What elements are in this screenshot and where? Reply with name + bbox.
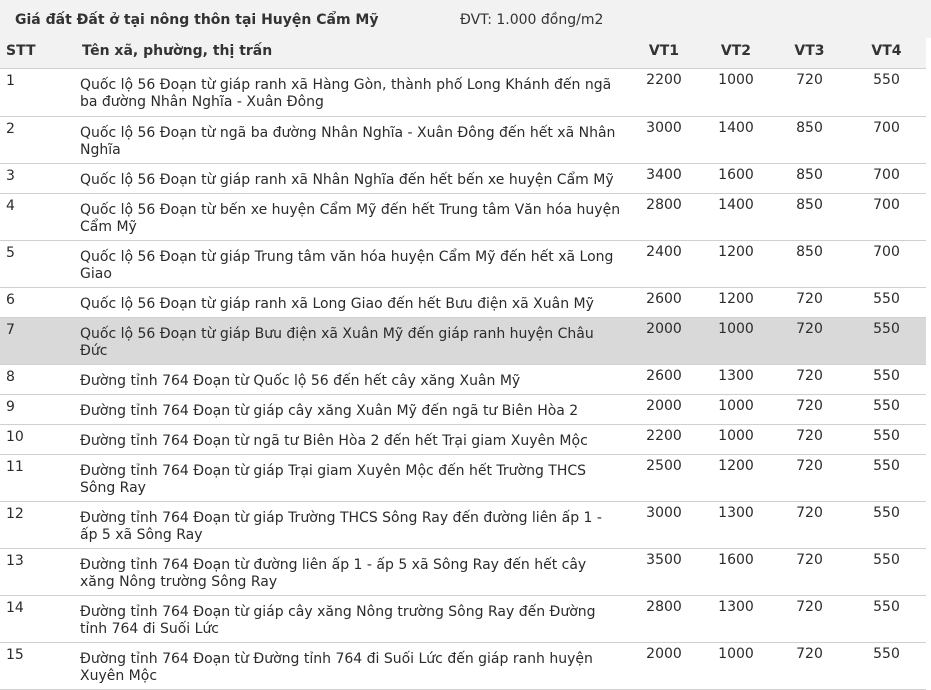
row-vt1: 2600 [628,287,700,317]
row-vt4: 700 [847,193,926,240]
row-vt2: 1400 [700,116,772,163]
row-vt1: 2400 [628,240,700,287]
row-vt4: 550 [847,501,926,548]
row-vt1: 2600 [628,364,700,394]
row-vt2: 1600 [700,548,772,595]
row-vt1: 2200 [628,424,700,454]
row-name: Đường tỉnh 764 Đoạn từ ngã tư Biên Hòa 2 đến hết Trại giam Xuyên Mộc [76,424,628,454]
row-vt2: 1000 [700,68,772,116]
row-vt1: 2800 [628,193,700,240]
row-name: Đường tỉnh 764 Đoạn từ giáp cây xăng Nông trường Sông Ray đến Đường tỉnh 764 đi Suối Lức [76,595,628,642]
row-vt3: 720 [772,424,847,454]
row-vt4: 550 [847,394,926,424]
row-name: Quốc lộ 56 Đoạn từ giáp Trung tâm văn hóa huyện Cẩm Mỹ đến hết xã Long Giao [76,240,628,287]
table-row [0,68,926,116]
row-vt3: 720 [772,642,847,689]
row-vt3: 720 [772,454,847,501]
row-vt1: 3400 [628,163,700,193]
row-name: Đường tỉnh 764 Đoạn từ đường liên ấp 1 - ấp 5 xã Sông Ray đến hết cây xăng Nông trường Sông Ray [76,548,628,595]
row-vt4: 550 [847,317,926,364]
row-vt4: 700 [847,116,926,163]
row-name: Quốc lộ 56 Đoạn từ giáp ranh xã Nhân Nghĩa đến hết bến xe huyện Cẩm Mỹ [76,163,628,193]
row-vt4: 550 [847,548,926,595]
row-vt3: 720 [772,394,847,424]
row-vt1: 2500 [628,454,700,501]
row-vt2: 1300 [700,501,772,548]
row-stt: 8 [0,364,76,394]
unit-label: ĐVT: 1.000 đồng/m2 [460,12,604,28]
row-name: Đường tỉnh 764 Đoạn từ Quốc lộ 56 đến hết cây xăng Xuân Mỹ [76,364,628,394]
row-vt2: 1200 [700,240,772,287]
row-vt1: 3000 [628,501,700,548]
table-header-row [0,38,926,68]
row-name: Đường tỉnh 764 Đoạn từ giáp Trường THCS Sông Ray đến đường liên ấp 1 - ấp 5 xã Sông Ray [76,501,628,548]
row-vt3: 720 [772,68,847,116]
row-stt: 9 [0,394,76,424]
row-vt1: 3500 [628,548,700,595]
row-vt4: 550 [847,364,926,394]
row-name: Đường tỉnh 764 Đoạn từ giáp Trại giam Xuyên Mộc đến hết Trường THCS Sông Ray [76,454,628,501]
row-vt3: 850 [772,240,847,287]
table-row [0,240,926,287]
row-vt2: 1600 [700,163,772,193]
row-name: Quốc lộ 56 Đoạn từ giáp ranh xã Long Giao đến hết Bưu điện xã Xuân Mỹ [76,287,628,317]
row-vt3: 850 [772,163,847,193]
row-vt2: 1300 [700,595,772,642]
row-vt3: 720 [772,501,847,548]
table-row [0,116,926,163]
row-stt: 4 [0,193,76,240]
row-stt: 1 [0,68,76,116]
table-row [0,394,926,424]
row-stt: 7 [0,317,76,364]
row-vt4: 550 [847,642,926,689]
column-header-vt4: VT4 [847,38,926,68]
row-name: Đường tỉnh 764 Đoạn từ Đường tỉnh 764 đi Suối Lức đến giáp ranh huyện Xuyên Mộc [76,642,628,689]
row-vt1: 2000 [628,642,700,689]
row-vt2: 1000 [700,424,772,454]
row-vt4: 700 [847,240,926,287]
row-vt1: 3000 [628,116,700,163]
column-header-vt1: VT1 [628,38,700,68]
row-vt3: 850 [772,116,847,163]
row-vt3: 720 [772,364,847,394]
row-stt: 6 [0,287,76,317]
row-vt2: 1000 [700,642,772,689]
row-vt3: 720 [772,287,847,317]
row-name: Quốc lộ 56 Đoạn từ ngã ba đường Nhân Nghĩa - Xuân Đông đến hết xã Nhân Nghĩa [76,116,628,163]
table-row [0,193,926,240]
row-stt: 14 [0,595,76,642]
table-row [0,454,926,501]
column-header-vt3: VT3 [772,38,847,68]
row-name: Quốc lộ 56 Đoạn từ giáp Bưu điện xã Xuân Mỹ đến giáp ranh huyện Châu Đức [76,317,628,364]
page-title: Giá đất Đất ở tại nông thôn tại Huyện Cẩm Mỹ [15,12,379,28]
row-vt1: 2000 [628,394,700,424]
column-header-stt: STT [0,38,76,68]
table-row [0,424,926,454]
row-vt2: 1400 [700,193,772,240]
row-vt4: 550 [847,454,926,501]
table-row [0,501,926,548]
row-vt4: 550 [847,287,926,317]
row-stt: 15 [0,642,76,689]
table-row [0,595,926,642]
row-vt3: 850 [772,193,847,240]
table-row [0,642,926,689]
title-bar [0,0,931,38]
row-vt2: 1000 [700,394,772,424]
row-vt3: 720 [772,317,847,364]
row-stt: 13 [0,548,76,595]
row-vt2: 1000 [700,317,772,364]
column-header-vt2: VT2 [700,38,772,68]
row-stt: 2 [0,116,76,163]
row-vt1: 2800 [628,595,700,642]
column-header-name: Tên xã, phường, thị trấn [76,38,628,68]
table-row [0,163,926,193]
row-vt1: 2000 [628,317,700,364]
row-name: Đường tỉnh 764 Đoạn từ giáp cây xăng Xuân Mỹ đến ngã tư Biên Hòa 2 [76,394,628,424]
row-stt: 5 [0,240,76,287]
row-stt: 12 [0,501,76,548]
row-vt2: 1300 [700,364,772,394]
row-vt3: 720 [772,548,847,595]
row-name: Quốc lộ 56 Đoạn từ bến xe huyện Cẩm Mỹ đến hết Trung tâm Văn hóa huyện Cẩm Mỹ [76,193,628,240]
table-row [0,287,926,317]
row-vt4: 700 [847,163,926,193]
row-vt4: 550 [847,68,926,116]
row-vt2: 1200 [700,287,772,317]
row-vt2: 1200 [700,454,772,501]
table-row-highlighted [0,317,926,364]
row-stt: 10 [0,424,76,454]
row-name: Quốc lộ 56 Đoạn từ giáp ranh xã Hàng Gòn, thành phố Long Khánh đến ngã ba đường Nhân Nghĩa - Xuân Đông [76,68,628,116]
table-row [0,364,926,394]
row-stt: 3 [0,163,76,193]
row-vt3: 720 [772,595,847,642]
table-row [0,548,926,595]
row-vt4: 550 [847,595,926,642]
row-stt: 11 [0,454,76,501]
row-vt1: 2200 [628,68,700,116]
row-vt4: 550 [847,424,926,454]
